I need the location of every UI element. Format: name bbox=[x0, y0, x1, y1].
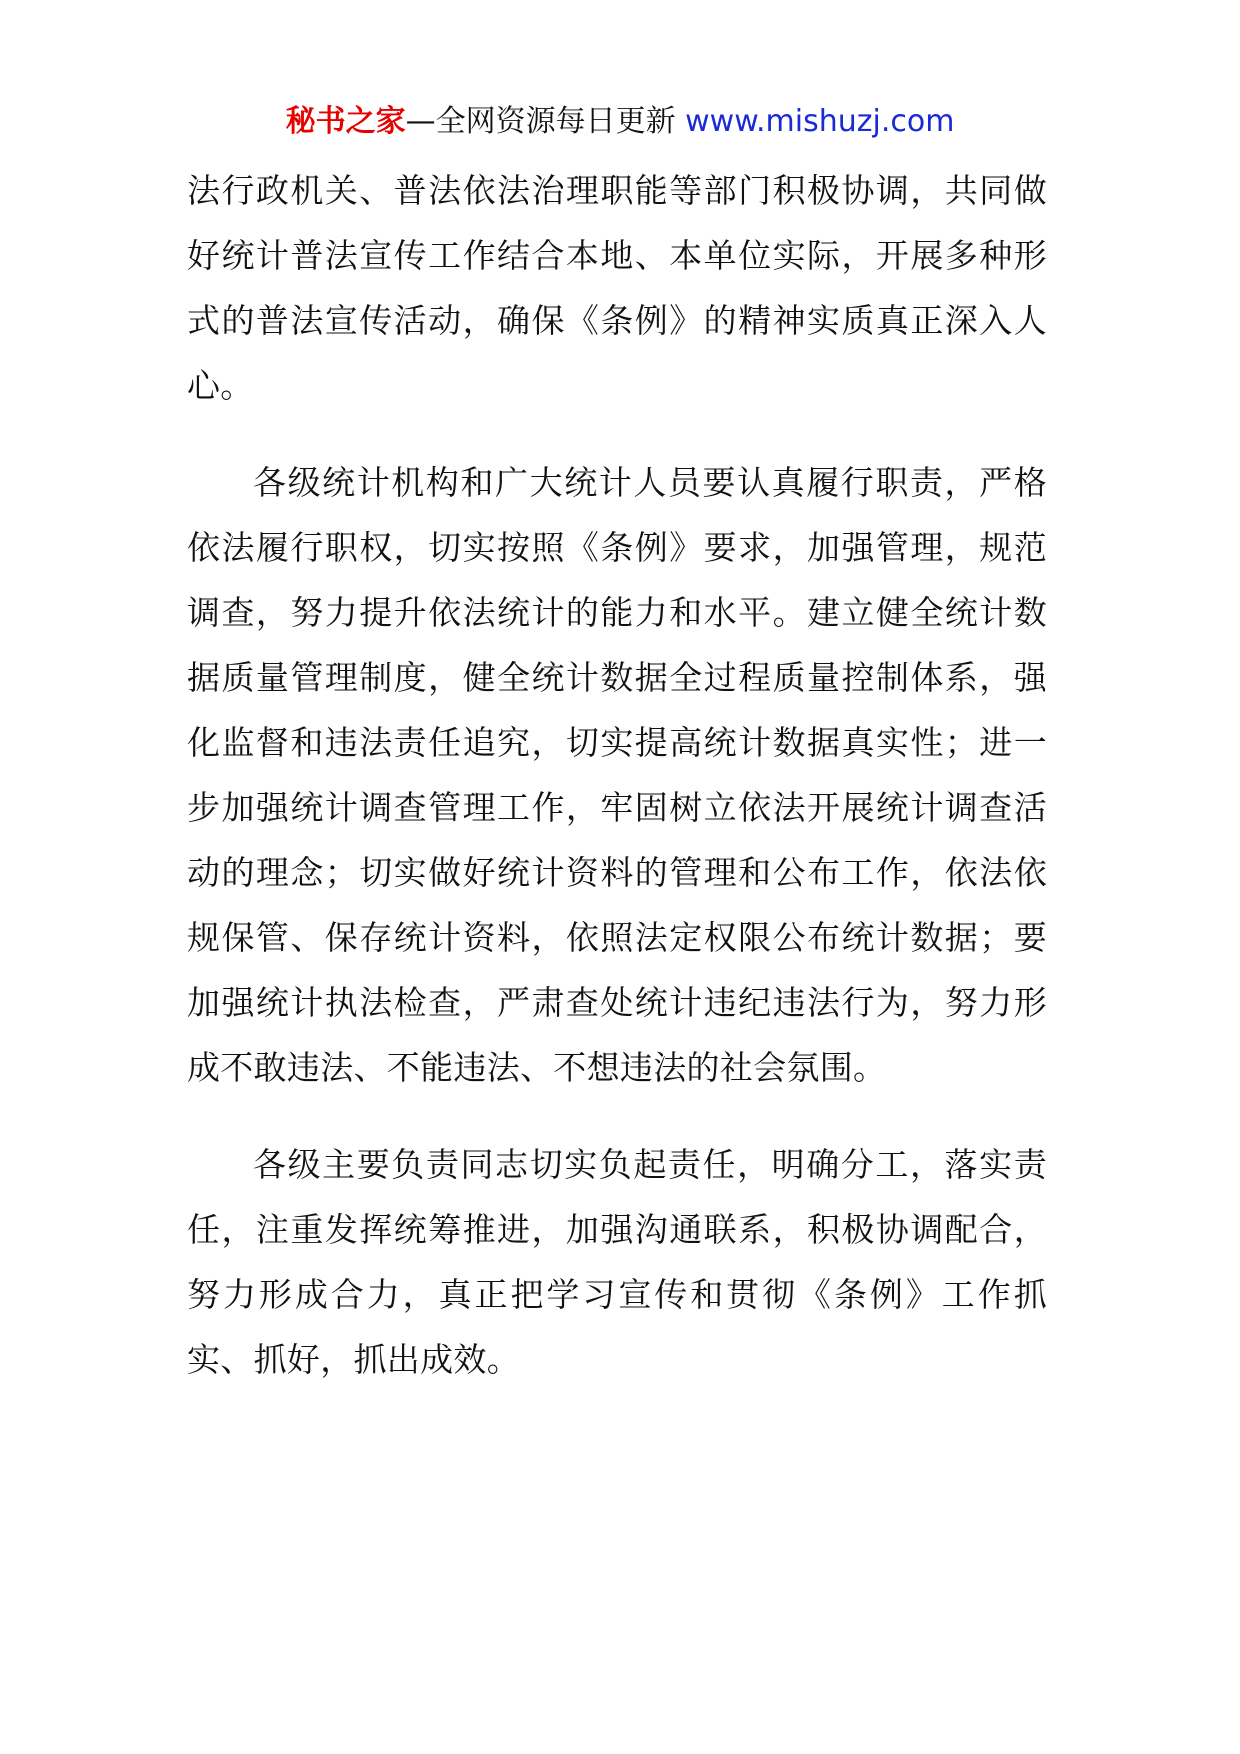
paragraph-continuation: 法行政机关、普法依法治理职能等部门积极协调，共同做好统计普法宣传工作结合本地、本单位实际，开展多种形式的普法宣传活动，确保《条例》的精神实质真正深入人心。 bbox=[187, 171, 1047, 405]
document-body bbox=[187, 158, 1047, 1392]
header-tagline: —全网资源每日更新 bbox=[405, 104, 686, 139]
brand-name: 秘书之家 bbox=[285, 104, 406, 139]
site-header bbox=[0, 100, 1240, 144]
paragraph-leadership-responsibility: 各级主要负责同志切实负起责任，明确分工，落实责任，注重发挥统筹推进，加强沟通联系，积极协调配合，努力形成合力，真正把学习宣传和贯彻《条例》工作抓实、抓好，抓出成效。 bbox=[187, 1145, 1047, 1379]
paragraph-statistical-duties: 各级统计机构和广大统计人员要认真履行职责，严格依法履行职权，切实按照《条例》要求，加强管理，规范调查，努力提升依法统计的能力和水平。建立健全统计数据质量管理制度，健全统计数据全过程质量控制体系，强化监督和违法责任追究，切实提高统计数据真实性；进一步加强统计调查管理工作，牢固树立依法开展统计调查活动的理念；切实做好统计资料的管理和公布工作，依法依规保管、保存统计资料，依照法定权限公布统计数据；要加强统计执法检查，严肃查处统计违纪违法行为，努力形成不敢违法、不能违法、不想违法的社会氛围。 bbox=[187, 463, 1047, 1087]
site-url-link[interactable]: www.mishuzj.com bbox=[685, 104, 955, 139]
